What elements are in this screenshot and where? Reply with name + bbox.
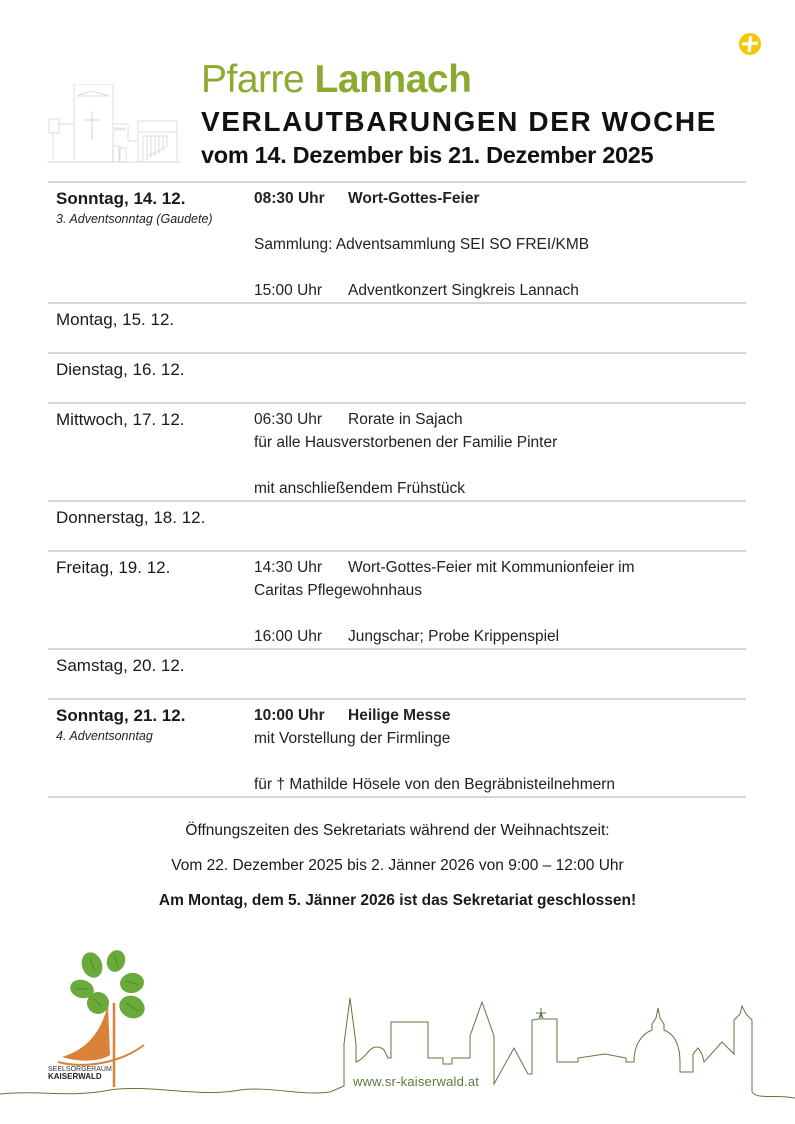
day-label: Sonntag, 14. 12. [56, 189, 186, 208]
schedule-row [48, 650, 746, 700]
event-time: 15:00 Uhr [254, 282, 323, 299]
event-line [254, 727, 746, 750]
day-label: Montag, 15. 12. [56, 310, 175, 329]
schedule-row [48, 700, 746, 798]
events-column [254, 358, 746, 402]
day-label: Sonntag, 21. 12. [56, 706, 186, 725]
event-time: 14:30 Uhr [254, 559, 323, 576]
events-column [254, 704, 746, 796]
day-column [48, 506, 254, 550]
event-text: Rorate in Sajach [348, 411, 463, 428]
weekly-schedule [48, 181, 746, 798]
event-text: mit anschließendem Frühstück [254, 480, 466, 497]
notice-opening-hours: Vom 22. Dezember 2025 bis 2. Jänner 2026 von 9:00 – 12:00 Uhr [171, 857, 624, 874]
event-line [254, 233, 746, 256]
notice-opening-hours-title: Öffnungszeiten des Sekretariats während der Weihnachtszeit: [185, 822, 610, 839]
event-time: 08:30 Uhr [254, 190, 325, 207]
event-line [254, 625, 746, 648]
event-time: 16:00 Uhr [254, 628, 323, 645]
events-column [254, 187, 746, 302]
event-line [254, 408, 746, 431]
liturgical-note: 4. Adventsonntag [56, 729, 153, 743]
events-column [254, 556, 746, 648]
event-text: Caritas Pflegewohnhaus [254, 582, 423, 599]
spacer [254, 602, 746, 625]
day-column [48, 187, 254, 302]
day-column [48, 654, 254, 698]
events-column [254, 308, 746, 352]
event-line [254, 556, 746, 579]
day-label: Dienstag, 16. 12. [56, 360, 185, 379]
page-title: VERLAUTBARUNGEN DER WOCHE [201, 106, 717, 137]
event-line [254, 187, 746, 210]
event-text: für alle Hausverstorbenen der Familie Pinter [254, 434, 558, 451]
events-column [254, 408, 746, 500]
church-outline-icon [47, 84, 181, 166]
event-line [254, 579, 746, 602]
spacer [254, 750, 746, 773]
parish-location: Lannach [314, 58, 472, 101]
skyline-outline-icon [0, 990, 795, 1124]
logo-text-line1: SEELSORGERAUM [48, 1066, 112, 1073]
event-line [254, 431, 746, 454]
liturgical-note: 3. Adventsonntag (Gaudete) [56, 212, 213, 226]
schedule-row [48, 304, 746, 354]
spacer [254, 210, 746, 233]
day-label: Mittwoch, 17. 12. [56, 410, 185, 429]
day-label: Donnerstag, 18. 12. [56, 508, 206, 527]
schedule-row [48, 183, 746, 304]
event-text: Sammlung: Adventsammlung SEI SO FREI/KMB [254, 236, 590, 253]
parish-name [201, 58, 717, 102]
day-label: Freitag, 19. 12. [56, 558, 171, 577]
day-label: Samstag, 20. 12. [56, 656, 185, 675]
events-column [254, 506, 746, 550]
event-text: für † Mathilde Hösele von den Begräbnisteilnehmern [254, 776, 616, 793]
day-column [48, 556, 254, 648]
logo-text-line2: KAISERWALD [48, 1072, 102, 1081]
event-text: mit Vorstellung der Firmlinge [254, 730, 451, 747]
schedule-row [48, 354, 746, 404]
day-column [48, 408, 254, 500]
schedule-row [48, 502, 746, 552]
page-header [201, 58, 717, 170]
events-column [254, 654, 746, 698]
cross-badge-icon [739, 33, 761, 55]
event-text: Jungschar; Probe Krippenspiel [348, 628, 560, 645]
parish-prefix: Pfarre [201, 58, 305, 101]
schedule-row [48, 552, 746, 650]
event-text: Heilige Messe [348, 707, 451, 724]
event-line [254, 477, 746, 500]
event-line [254, 773, 746, 796]
spacer [254, 454, 746, 477]
website-link[interactable]: www.sr-kaiserwald.at [353, 1074, 480, 1089]
event-text: Adventkonzert Singkreis Lannach [348, 282, 579, 299]
day-column [48, 358, 254, 402]
spacer [254, 256, 746, 279]
event-line [254, 704, 746, 727]
event-text: Wort-Gottes-Feier mit Kommunionfeier im [348, 559, 635, 576]
notice-closed: Am Montag, dem 5. Jänner 2026 ist das Sekretariat geschlossen! [158, 892, 637, 909]
date-range: vom 14. Dezember bis 21. Dezember 2025 [201, 142, 654, 168]
event-time: 06:30 Uhr [254, 411, 323, 428]
schedule-row [48, 404, 746, 502]
day-column [48, 308, 254, 352]
day-column [48, 704, 254, 796]
event-text: Wort-Gottes-Feier [348, 190, 480, 207]
event-line [254, 279, 746, 302]
event-time: 10:00 Uhr [254, 707, 325, 724]
